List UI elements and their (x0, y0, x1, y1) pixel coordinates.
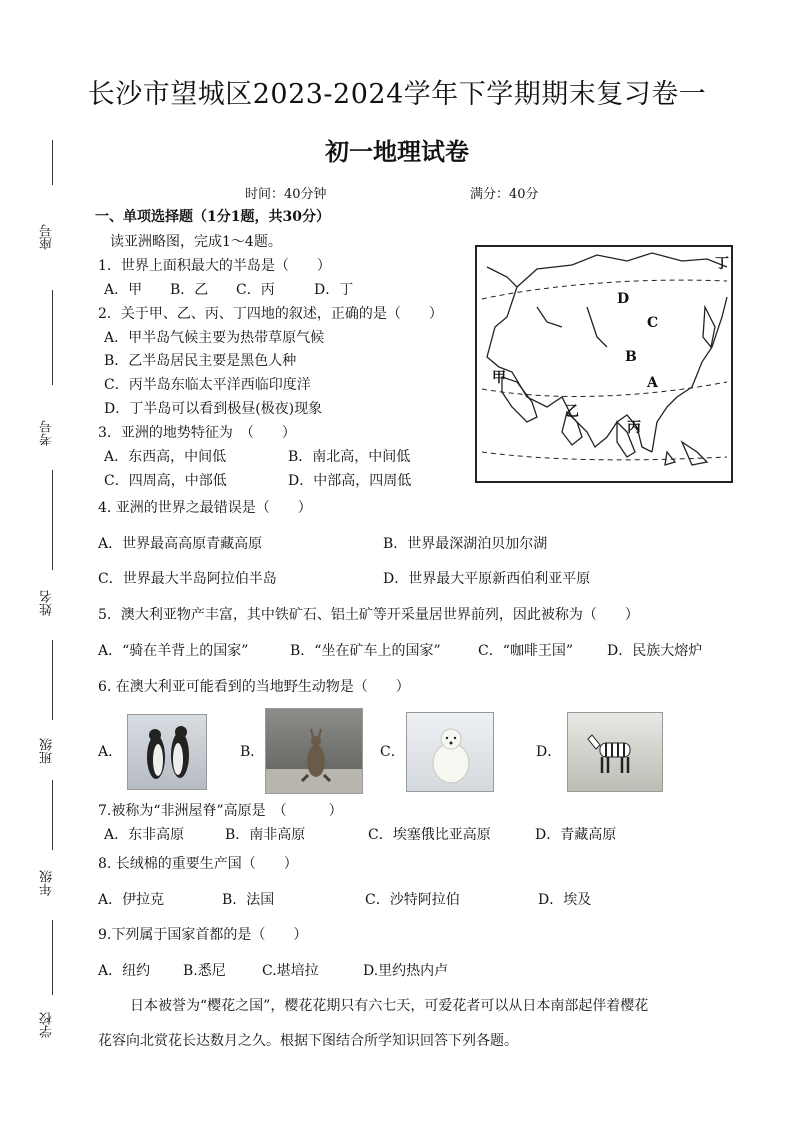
map-label-ding: 丁 (715, 256, 729, 272)
question-1-stem: 1．世界上面积最大的半岛是（ ） (98, 258, 331, 274)
q9-option-c: C.堪培拉 (262, 963, 319, 979)
map-label-yi: 乙 (565, 404, 579, 420)
question-5-stem: 5．澳大利亚物产丰富，其中铁矿石、铝土矿等开采量居世界前列，因此被称为（ ） (98, 607, 639, 623)
q2-option-a: A．甲半岛气候主要为热带草原气候 (104, 330, 325, 346)
q3-option-b: B．南北高，中间低 (288, 449, 411, 465)
margin-rule (52, 290, 53, 385)
asia-sketch-map (475, 245, 733, 483)
q5-option-a: A．“骑在羊背上的国家” (98, 643, 249, 659)
school-label: 学校 (40, 1012, 55, 1038)
class-label: 班级 (40, 738, 55, 764)
grade-label: 年级 (40, 870, 55, 896)
q4-option-a: A．世界最高高原青藏高原 (98, 536, 263, 552)
q8-option-c: C．沙特阿拉伯 (365, 892, 460, 908)
question-4-stem: 4. 亚洲的世界之最错误是（ ） (98, 500, 312, 516)
map-label-d: D (617, 291, 630, 307)
seat-number-label: 座号 (40, 224, 55, 250)
q1-option-d: D．丁 (314, 282, 354, 298)
q8-option-b: B．法国 (222, 892, 275, 908)
margin-rule (52, 140, 53, 185)
exam-subtitle: 初一地理试卷 (325, 138, 469, 166)
q7-option-b: B．南非高原 (225, 827, 306, 843)
map-label-c: C (647, 315, 659, 331)
question-3-stem: 3．亚洲的地势特征为 （ ） (98, 425, 296, 441)
map-label-bing: 丙 (627, 420, 641, 436)
q4-option-b: B．世界最深湖泊贝加尔湖 (383, 536, 548, 552)
q3-option-c: C．四周高，中部低 (104, 473, 227, 489)
q9-option-b: B.悉尼 (183, 963, 226, 979)
map-label-jia: 甲 (492, 370, 506, 386)
margin-rule (52, 780, 53, 850)
question-7-stem: 7.被称为“非洲屋脊”高原是 （ ） (98, 803, 343, 819)
q5-option-d: D．民族大熔炉 (607, 643, 703, 659)
q6-option-c: C． (380, 744, 405, 760)
question-8-stem: 8. 长绒棉的重要生产国（ ） (98, 856, 298, 872)
full-score: 满分：40分 (470, 187, 539, 202)
asia-outline-graphic (477, 247, 731, 481)
passage-line-1: 日本被誉为“樱花之国”，樱花花期只有六七天，可爱花者可以从日本南部起伴着樱花 (130, 998, 649, 1014)
q1-option-b: B．乙 (170, 282, 209, 298)
polar-bear-photo (406, 712, 494, 792)
q3-option-d: D．中部高，四周低 (288, 473, 412, 489)
q2-option-b: B．乙半岛居民主要是黑色人种 (104, 353, 297, 369)
q1-option-a: A．甲 (104, 282, 143, 298)
margin-rule (52, 640, 53, 720)
passage-line-2: 花容向北赏花长达数月之久。根据下图结合所学知识回答下列各题。 (98, 1033, 518, 1049)
margin-rule (52, 920, 53, 995)
q3-option-a: A．东西高，中间低 (104, 449, 227, 465)
q6-option-d: D． (536, 744, 562, 760)
question-9-stem: 9.下列属于国家首都的是（ ） (98, 927, 308, 943)
q7-option-d: D．青藏高原 (535, 827, 617, 843)
q9-option-a: A．纽约 (98, 963, 151, 979)
q6-option-b: B． (240, 744, 265, 760)
q7-option-c: C．埃塞俄比亚高原 (368, 827, 491, 843)
q7-option-a: A．东非高原 (104, 827, 185, 843)
q8-option-d: D．埃及 (538, 892, 592, 908)
exam-title: 长沙市望城区2023-2024学年下学期期末复习卷一 (87, 79, 707, 110)
margin-rule (52, 470, 53, 570)
q5-option-b: B．“坐在矿车上的国家” (290, 643, 441, 659)
q2-option-c: C．丙半岛东临太平洋西临印度洋 (104, 377, 311, 393)
q2-option-d: D．丁半岛可以看到极昼(极夜)现象 (104, 401, 323, 417)
question-2-stem: 2．关于甲、乙、丙、丁四地的叙述，正确的是（ ） (98, 306, 443, 322)
question-6-stem: 6. 在澳大利亚可能看到的当地野生动物是（ ） (98, 679, 410, 695)
section-intro: 读亚洲略图，完成1～4题。 (110, 234, 282, 250)
time-limit: 时间：40分钟 (245, 187, 327, 202)
section-heading: 一、单项选择题（1分1题，共30分） (95, 209, 330, 225)
q8-option-a: A．伊拉克 (98, 892, 165, 908)
q9-option-d: D.里约热内卢 (363, 963, 449, 979)
q1-option-c: C．丙 (236, 282, 275, 298)
name-label: 姓名 (40, 590, 55, 616)
penguin-photo (127, 714, 207, 790)
q4-option-d: D．世界最大平原新西伯利亚平原 (383, 571, 591, 587)
zebra-photo (567, 712, 663, 792)
map-label-b: B (625, 349, 637, 365)
map-label-a: A (647, 375, 658, 391)
kangaroo-photo (265, 708, 363, 794)
exam-number-label: 考号 (40, 420, 55, 446)
q5-option-c: C．“咖啡王国” (478, 643, 574, 659)
q4-option-c: C．世界最大半岛阿拉伯半岛 (98, 571, 277, 587)
q6-option-a: A． (98, 744, 123, 760)
